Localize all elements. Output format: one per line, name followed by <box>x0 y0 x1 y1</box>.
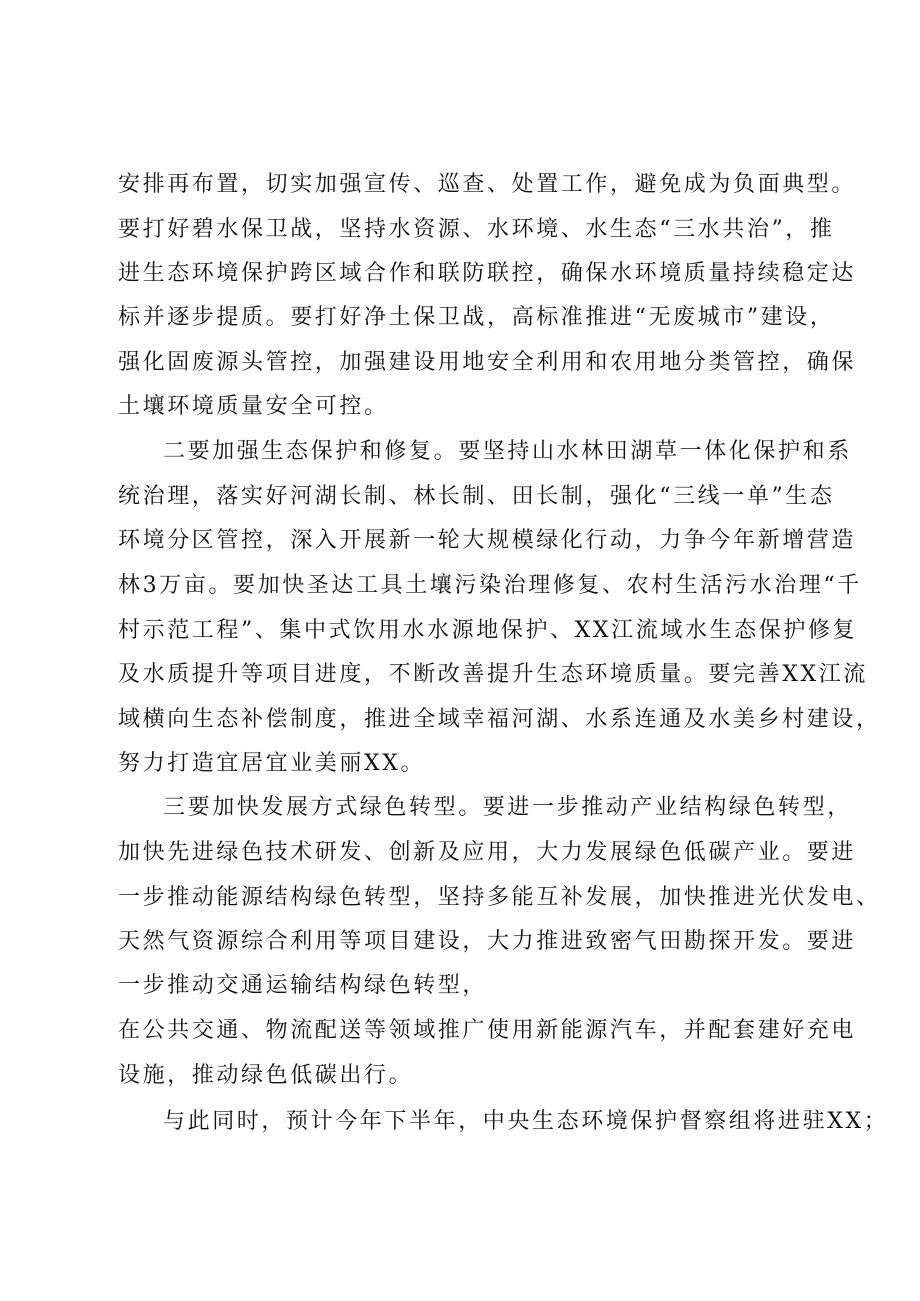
text-line: 一步推动交通运输结构绿色转型， <box>118 973 488 998</box>
paragraph-first-line: 二要加强生态保护和修复。要坚持山水林田湖草一体化保护和系 <box>163 439 852 464</box>
text-line: 一步推动能源结构绿色转型，坚持多能互补发展，加快推进光伏发电、 <box>118 885 881 910</box>
text-line: 在公共交通、物流配送等领域推广使用新能源汽车，并配套建好充电 <box>118 1018 857 1043</box>
text-line: 及水质提升等项目进度，不断改善提升生态环境质量。要完善XX江流 <box>118 662 868 687</box>
text-line: 环境分区管控，深入开展新一轮大规模绿化行动，力争今年新增营造 <box>118 528 857 553</box>
text-line: 设施，推动绿色低碳出行。 <box>118 1063 414 1088</box>
text-line: 标并逐步提质。要打好净土保卫战，高标准推进“无废城市”建设， <box>118 305 835 330</box>
text-line: 进生态环境保护跨区域合作和联防联控，确保水环境质量持续稳定达 <box>118 261 857 286</box>
text-line: 域横向生态补偿制度，推进全域幸福河湖、水系连通及水美乡村建设， <box>118 707 881 732</box>
paragraph-first-line: 与此同时，预计今年下半年，中央生态环境保护督察组将进驻XX； <box>163 1109 889 1134</box>
text-line: 统治理，落实好河湖长制、林长制、田长制，强化“三线一单”生态 <box>118 484 835 509</box>
text-line: 加快先进绿色技术研发、创新及应用，大力发展绿色低碳产业。要进 <box>118 840 857 865</box>
text-line: 土壤环境质量安全可控。 <box>118 394 389 419</box>
text-line: 努力打造宜居宜业美丽XX。 <box>118 751 426 776</box>
text-line: 要打好碧水保卫战，坚持水资源、水环境、水生态“三水共治”，推 <box>118 217 835 242</box>
text-line: 安排再布置，切实加强宣传、巡查、处置工作，避免成为负面典型。 <box>118 172 857 197</box>
text-line: 林3万亩。要加快圣达工具土壤污染治理修复、农村生活污水治理“千 <box>118 573 862 598</box>
text-line: 天然气资源综合利用等项目建设，大力推进致密气田勘探开发。要进 <box>118 929 857 954</box>
text-line: 村示范工程”、集中式饮用水水源地保护、XX江流域水生态保护修复 <box>118 618 858 643</box>
text-line: 强化固废源头管控，加强建设用地安全利用和农用地分类管控，确保 <box>118 350 857 375</box>
paragraph-first-line: 三要加快发展方式绿色转型。要进一步推动产业结构绿色转型， <box>163 795 852 820</box>
